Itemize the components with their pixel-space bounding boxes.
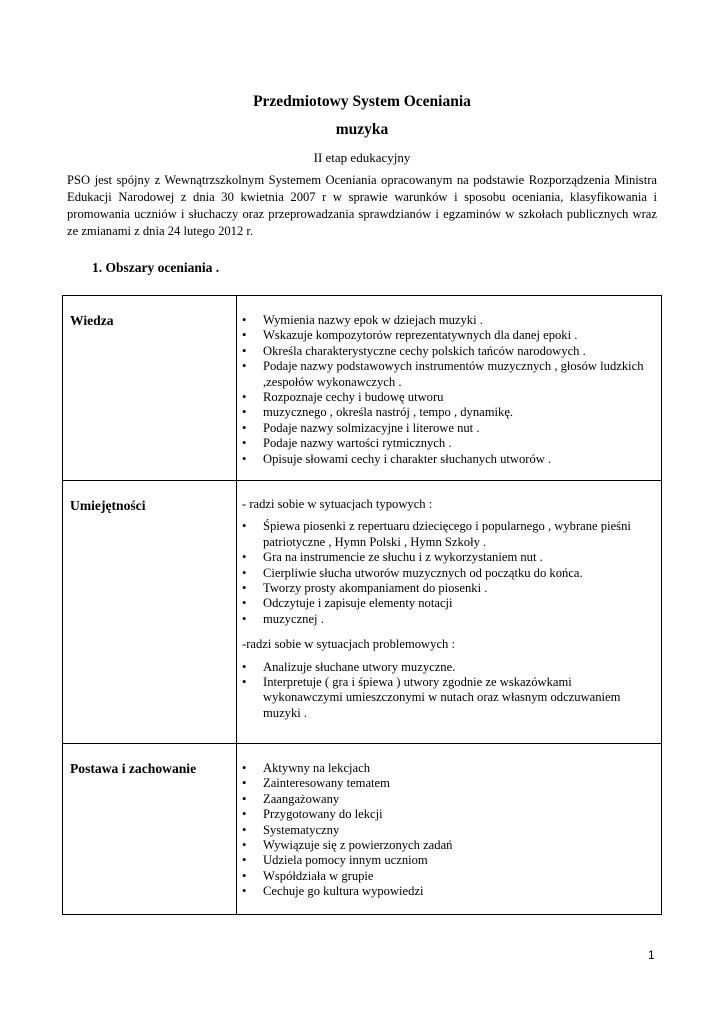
list-item — [242, 612, 651, 627]
list-item — [242, 884, 651, 899]
list-postawa — [242, 761, 651, 900]
bullet-icon: • — [242, 519, 247, 534]
table-row-wiedza — [63, 296, 662, 481]
list-item-text: Interpretuje ( gra i śpiewa ) utwory zgodnie ze wskazówkami wykonawczymi umieszczonymi w nutach oraz własnym odczuwaniem muzyki . — [263, 675, 621, 720]
list-item — [242, 807, 651, 822]
list-item — [242, 761, 651, 776]
list-item — [242, 519, 651, 550]
list-item — [242, 313, 651, 328]
list-item — [242, 776, 651, 791]
content-postawa — [237, 744, 662, 915]
lead-problem: -radzi sobie w sytuacjach problemowych : — [242, 637, 455, 652]
list-item-text: Analizuje słuchane utwory muzyczne. — [263, 659, 456, 674]
content-umiejetnosci — [237, 481, 662, 744]
bullet-icon: • — [242, 791, 247, 806]
list-item-text: Zaangażowany — [263, 791, 340, 806]
list-item — [242, 581, 651, 596]
list-item — [242, 823, 651, 838]
list-item-text: Udziela pomocy innym uczniom — [263, 853, 428, 868]
list-item — [242, 390, 651, 405]
list-item-text: Cierpliwie słucha utworów muzycznych od początku do końca. — [263, 565, 583, 580]
list-item-text: Śpiewa piosenki z repertuaru dziecięcego i popularnego , wybrane pieśni patriotyczne , Hymn Polski , Hymn Szkoły . — [263, 519, 631, 549]
list-item-text: Określa charakterystyczne cechy polskich tańców narodowych . — [263, 343, 586, 358]
intro-paragraph: PSO jest spójny z Wewnątrzszkolnym Systemem Oceniania opracowanym na podstawie Rozporządzenia Ministra Edukacji Narodowej z dnia 30 kwietnia 2007 r w sprawie warunków i sposobu oceniania, klasyfikowania i promowania uczniów i słuchaczy oraz przeprowadzania sprawdzianów i egzaminów w szkołach publicznych wraz ze zmianami z dnia 24 lutego 2012 r. — [67, 173, 657, 238]
list-item-text: Współdziała w grupie — [263, 868, 374, 883]
list-item — [242, 436, 651, 451]
list-item-text: Podaje nazwy podstawowych instrumentów muzycznych , głosów ludzkich ,zespołów wykonawczych . — [263, 359, 644, 389]
bullet-icon: • — [242, 822, 247, 837]
list-item — [242, 566, 651, 581]
bullet-icon: • — [242, 451, 247, 466]
list-item-text: Podaje nazwy wartości rytmicznych . — [263, 436, 452, 451]
bullet-icon: • — [242, 390, 247, 405]
subject-title: muzyka — [335, 121, 389, 138]
list-item — [242, 596, 651, 611]
bullet-icon: • — [242, 807, 247, 822]
assessment-areas-table — [62, 295, 662, 915]
bullet-icon: • — [242, 313, 247, 327]
bullet-icon: • — [242, 581, 247, 596]
bullet-icon: • — [242, 405, 247, 420]
list-item — [242, 675, 651, 721]
list-item — [242, 550, 651, 565]
bullet-icon: • — [242, 838, 247, 853]
list-item — [242, 328, 651, 343]
list-item-text: Podaje nazwy solmizacyjne i literowe nut . — [263, 420, 480, 435]
list-item-text: Opisuje słowami cechy i charakter słuchanych utworów . — [263, 451, 552, 466]
list-item-text: muzycznego , określa nastrój , tempo , dynamikę. — [263, 405, 514, 420]
bullet-icon: • — [242, 659, 247, 674]
document-title: Przedmiotowy System Oceniania — [253, 93, 471, 110]
page-number: 1 — [648, 948, 655, 962]
bullet-icon: • — [242, 884, 247, 899]
bullet-icon: • — [242, 596, 247, 611]
bullet-icon: • — [242, 420, 247, 435]
bullet-icon: • — [242, 565, 247, 580]
list-item-text: Aktywny na lekcjach — [263, 761, 371, 775]
list-item — [242, 359, 651, 390]
bullet-icon: • — [242, 761, 247, 775]
list-item — [242, 792, 651, 807]
bullet-icon: • — [242, 675, 247, 690]
table-row-umiejetnosci — [63, 481, 662, 744]
list-umiejetnosci-problem — [242, 660, 651, 722]
education-stage: II etap edukacyjny — [313, 150, 411, 165]
label-postawa: Postawa i zachowanie — [63, 744, 237, 915]
table-row-postawa — [63, 744, 662, 915]
list-item-text: muzycznej . — [263, 611, 324, 626]
label-umiejetnosci: Umiejętności — [63, 481, 237, 744]
list-item — [242, 405, 651, 420]
list-item — [242, 660, 651, 675]
lead-typical: - radzi sobie w sytuacjach typowych : — [242, 497, 433, 511]
content-wiedza — [237, 296, 662, 481]
bullet-icon: • — [242, 611, 247, 626]
list-item-text: Wywiązuje się z powierzonych zadań — [263, 838, 453, 853]
list-item-text: Cechuje go kultura wypowiedzi — [263, 884, 424, 899]
list-item-text: Przygotowany do lekcji — [263, 807, 383, 822]
list-item — [242, 421, 651, 436]
list-item — [242, 344, 651, 359]
list-item-text: Gra na instrumencie ze słuchu i z wykorzystaniem nut . — [263, 550, 543, 565]
list-item-text: Tworzy prosty akompaniament do piosenki . — [263, 581, 488, 596]
list-item-text: Rozpoznaje cechy i budowę utworu — [263, 390, 444, 405]
bullet-icon: • — [242, 868, 247, 883]
bullet-icon: • — [242, 328, 247, 343]
section-heading: 1. Obszary oceniania . — [92, 260, 220, 275]
list-item-text: Zainteresowany tematem — [263, 776, 390, 791]
list-item — [242, 853, 651, 868]
list-item — [242, 838, 651, 853]
list-item-text: Odczytuje i zapisuje elementy notacji — [263, 596, 453, 611]
list-item-text: Wskazuje kompozytorów reprezentatywnych dla danej epoki . — [263, 328, 578, 343]
bullet-icon: • — [242, 436, 247, 451]
bullet-icon: • — [242, 343, 247, 358]
list-item-text: Wymienia nazwy epok w dziejach muzyki . — [263, 313, 483, 327]
bullet-icon: • — [242, 853, 247, 868]
list-item — [242, 452, 651, 467]
bullet-icon: • — [242, 359, 247, 374]
bullet-icon: • — [242, 550, 247, 565]
label-wiedza: Wiedza — [63, 296, 237, 481]
list-item — [242, 869, 651, 884]
list-wiedza — [242, 313, 651, 467]
bullet-icon: • — [242, 776, 247, 791]
list-umiejetnosci-typical — [242, 519, 651, 627]
list-item-text: Systematyczny — [263, 822, 340, 837]
